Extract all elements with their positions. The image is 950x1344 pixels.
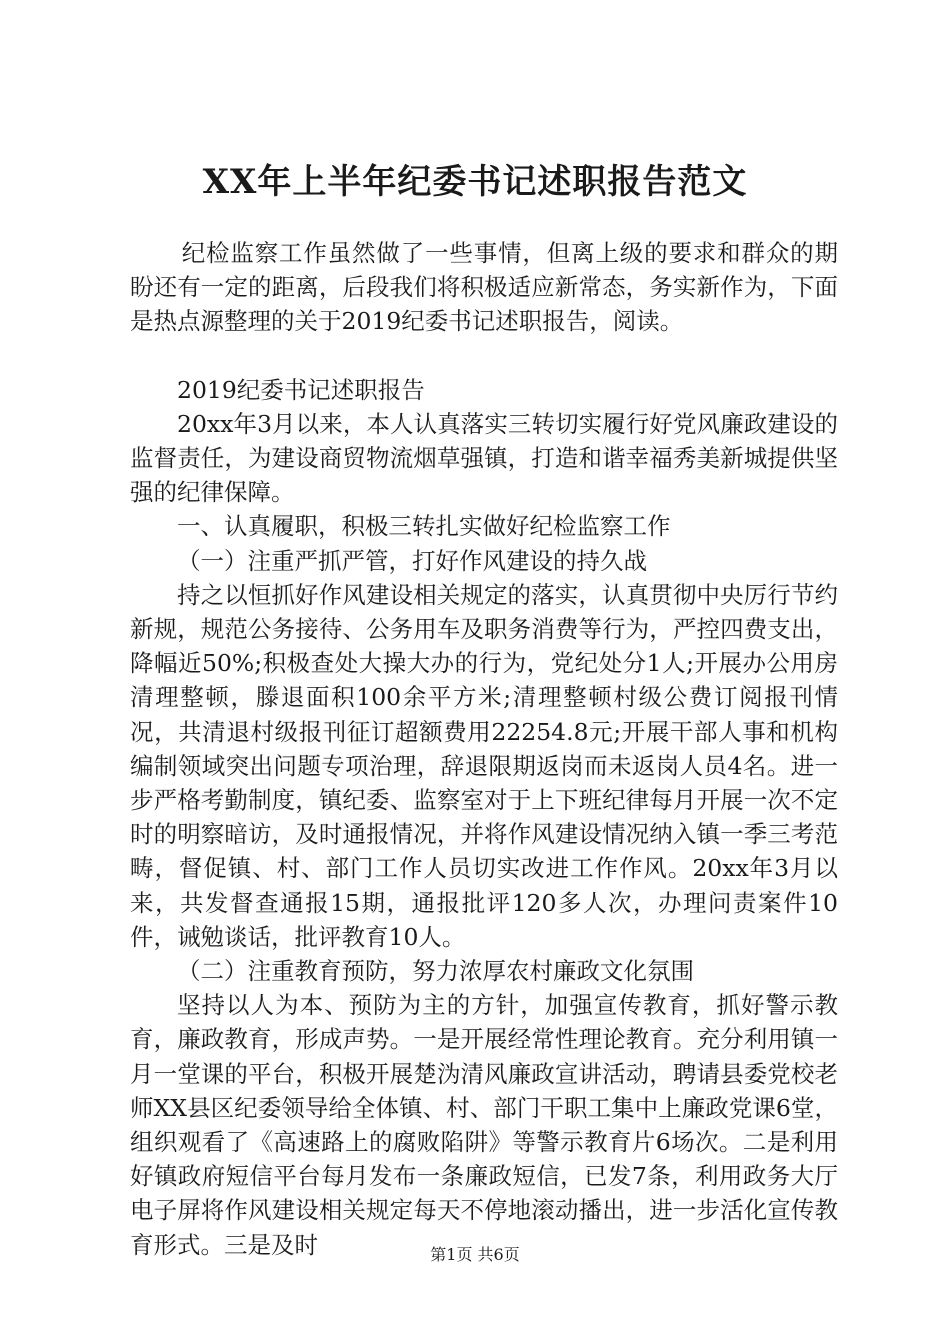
intro-paragraph: 纪检监察工作虽然做了一些事情，但离上级的要求和群众的期盼还有一定的距离，后段我们将积极适应新常态，务实新作为，下面是热点源整理的关于2019纪委书记述职报告，阅读。	[130, 239, 838, 336]
document-title: XX年上半年纪委书记述职报告范文	[202, 162, 748, 202]
section-heading: 一、认真履职，积极三转扎实做好纪检监察工作	[177, 512, 671, 541]
body-paragraph: 20xx年3月以来，本人认真落实三转切实履行好党风廉政建设的监督责任，为建设商贸物流烟草强镇，打造和谐幸福秀美新城提供坚强的纪律保障。	[130, 409, 838, 507]
body-paragraph: 持之以恒抓好作风建设相关规定的落实，认真贯彻中央厉行节约新规，规范公务接待、公务用车及职务消费等行为，严控四费支出，降幅近50%;积极查处大操大办的行为，党纪处分1人;开展办公用房清理整顿，滕退面积100余平方米;清理整顿村级公费订阅报刊情况，共清退村级报刊征订超额费用22254.8元;开展干部人事和机构编制领域突出问题专项治理，辞退限期返岗而未返岗人员4名。进一步严格考勤制度，镇纪委、监察室对于上下班纪律每月开展一次不定时的明察暗访，及时通报情况，并将作风建设情况纳入镇一季三考范畴，督促镇、村、部门工作人员切实改进工作作风。20xx年3月以来，共发督查通报15期，通报批评120多人次，办理问责案件10件，诫勉谈话，批评教育10人。	[130, 580, 838, 951]
document-body	[130, 236, 838, 1262]
page-number: 第1页 共6页	[430, 1245, 520, 1264]
subsection-heading: （一）注重严抓严管，打好作风建设的持久战	[177, 546, 647, 575]
report-subtitle: 2019纪委书记述职报告	[177, 375, 425, 404]
subsection-heading: （二）注重教育预防，努力浓厚农村廉政文化氛围	[177, 957, 694, 986]
body-paragraph: 坚持以人为本、预防为主的方针，加强宣传教育，抓好警示教育，廉政教育，形成声势。一是开展经常性理论教育。充分利用镇一月一堂课的平台，积极开展楚沩清风廉政宣讲活动，聘请县委党校老师XX县区纪委领导给全体镇、村、部门干职工集中上廉政党课6堂，组织观看了《高速路上的腐败陷阱》等警示教育片6场次。二是利用好镇政府短信平台每月发布一条廉政短信，已发7条，利用政务大厅电子屏将作风建设相关规定每天不停地滚动播出，进一步活化宣传教育形式。三是及时	[130, 991, 838, 1259]
